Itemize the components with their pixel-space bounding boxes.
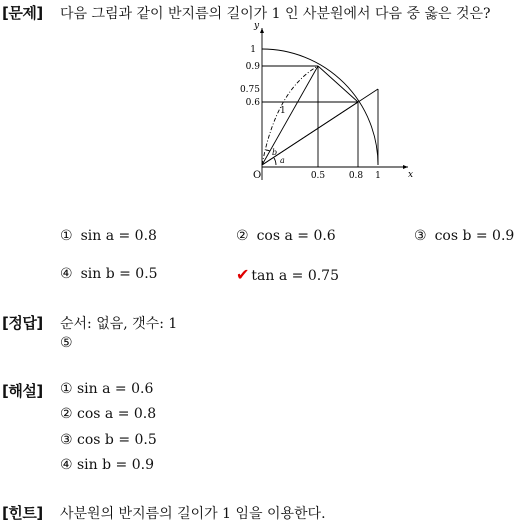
hint-text: 사분원의 반지름의 길이가 1 임을 이용한다. (60, 506, 326, 522)
choice-1-expr: sin a = 0.8 (80, 228, 157, 244)
ray-to-1-0.75 (262, 89, 378, 165)
radius-line (262, 66, 318, 165)
angle-b-label: b (272, 148, 278, 157)
x-tick-0.5: 0.5 (310, 171, 326, 181)
answer-value: ⑤ (60, 335, 73, 351)
choice-1[interactable] (60, 228, 157, 244)
y-tick-1: 1 (250, 45, 256, 55)
answer-label: [정답] (2, 314, 43, 332)
quarter-circle-figure (236, 20, 416, 184)
choice-3[interactable] (414, 228, 514, 244)
problem-text: 다음 그림과 같이 반지름의 길이가 1 인 사분원에서 다음 중 옳은 것은? (60, 6, 491, 22)
explanation-line-3: ③ cos b = 0.5 (60, 432, 157, 448)
choice-4[interactable] (60, 266, 158, 282)
choice-4-expr: sin b = 0.5 (80, 266, 158, 282)
choice-3-number: ③ (414, 228, 427, 244)
y-axis-label: y (254, 21, 260, 31)
origin-label: O (253, 170, 262, 181)
choice-3-expr: cos b = 0.9 (434, 228, 515, 244)
explanation-line-4: ④ sin b = 0.9 (60, 457, 154, 473)
explanation-line-1: ① sin a = 0.6 (60, 381, 154, 397)
problem-label: [문제] (2, 4, 43, 22)
x-axis-label: x (408, 170, 414, 180)
choice-2-expr: cos a = 0.6 (256, 228, 336, 244)
checkmark-icon: ✔ (236, 265, 250, 284)
choice-4-number: ④ (60, 266, 73, 282)
choice-2-number: ② (236, 228, 249, 244)
choice-5-expr: tan a = 0.75 (251, 268, 339, 284)
choice-5[interactable] (236, 265, 339, 284)
radius-label: 1 (280, 106, 286, 116)
chord (318, 66, 358, 102)
hint-label: [힌트] (2, 504, 43, 522)
y-tick-0.9: 0.9 (245, 62, 260, 72)
y-tick-0.75: 0.75 (239, 85, 260, 95)
angle-b-arc (266, 150, 270, 151)
explanation-label: [해설] (2, 382, 43, 400)
choice-2[interactable] (236, 228, 336, 244)
choice-1-number: ① (60, 228, 73, 244)
angle-a-label: a (280, 156, 285, 165)
y-tick-0.6: 0.6 (245, 98, 260, 108)
x-tick-0.8: 0.8 (348, 171, 364, 181)
x-tick-1: 1 (375, 171, 381, 181)
answer-order-text: 순서: 없음, 갯수: 1 (60, 316, 178, 332)
explanation-line-2: ② cos a = 0.8 (60, 406, 157, 422)
angle-a-arc (274, 158, 276, 165)
